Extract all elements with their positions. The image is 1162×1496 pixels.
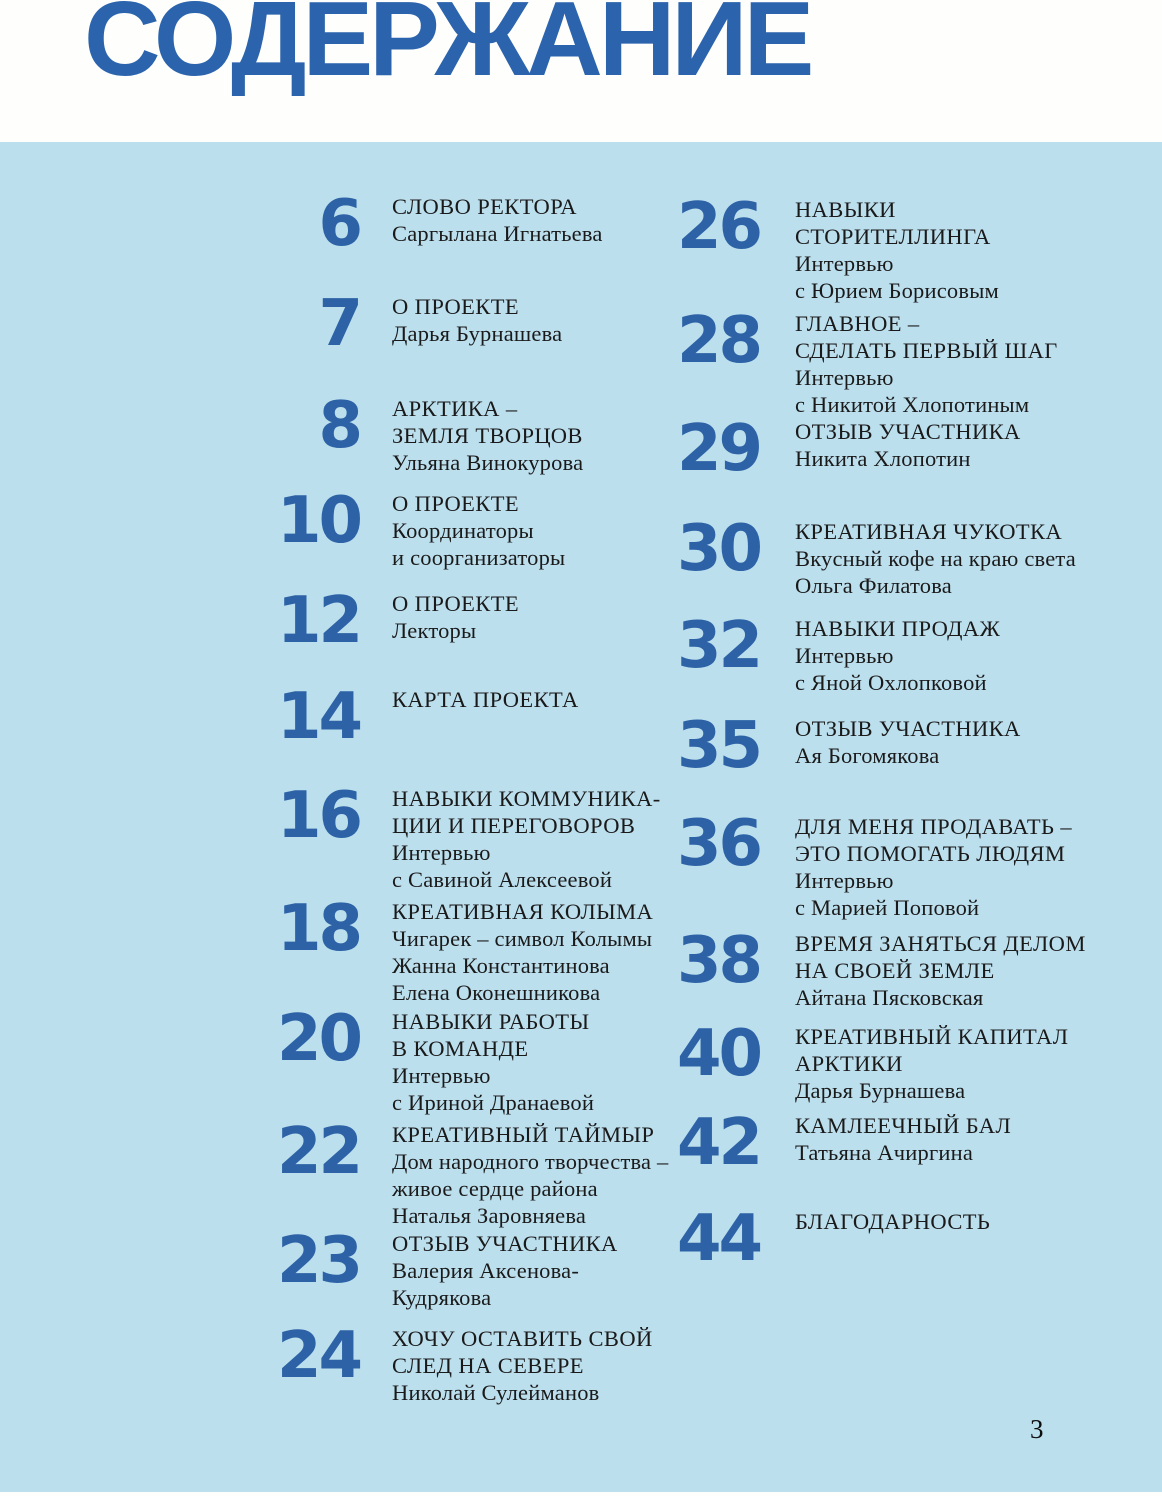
entry-subtitle-line: с Никитой Хлопотиным xyxy=(795,392,1030,417)
contents-title: СОДЕРЖАНИЕ xyxy=(84,0,811,98)
entry-title-line: КРЕАТИВНАЯ КОЛЫМА xyxy=(392,899,654,924)
entry-title-line: СДЕЛАТЬ ПЕРВЫЙ ШАГ xyxy=(795,338,1058,363)
entry-title-line: КАМЛЕЕЧНЫЙ БАЛ xyxy=(795,1113,1012,1138)
entry-subtitle-line: Жанна Константинова xyxy=(392,953,610,978)
entry-subtitle-line: Дом народного творчества – xyxy=(392,1149,669,1174)
entry-page-number: 30 xyxy=(676,512,760,586)
entry-page-number: 18 xyxy=(276,892,360,966)
entry-subtitle-line: Интервью xyxy=(795,365,894,390)
entry-subtitle-line: Ольга Филатова xyxy=(795,573,952,598)
entry-text xyxy=(795,518,1076,599)
entry-title-line: АРКТИКИ xyxy=(795,1051,903,1076)
entry-title-line: О ПРОЕКТЕ xyxy=(392,591,519,616)
entry-title-line: СТОРИТЕЛЛИНГА xyxy=(795,224,991,249)
entry-page-number: 32 xyxy=(676,609,760,683)
entry-title-line: ЭТО ПОМОГАТЬ ЛЮДЯМ xyxy=(795,841,1066,866)
entry-subtitle-line: Валерия Аксенова- xyxy=(392,1258,580,1283)
entry-title-line: ГЛАВНОЕ – xyxy=(795,311,920,336)
entry-title-line: АРКТИКА – xyxy=(392,396,518,421)
entry-title-line: ОТЗЫВ УЧАСТНИКА xyxy=(795,716,1021,741)
entry-subtitle-line: Дарья Бурнашева xyxy=(795,1078,966,1103)
entry-page-number: 38 xyxy=(676,924,760,998)
entry-subtitle-line: Николай Сулейманов xyxy=(392,1380,600,1405)
entry-subtitle-line: Айтана Пясковская xyxy=(795,985,984,1010)
entry-title-line: ДЛЯ МЕНЯ ПРОДАВАТЬ – xyxy=(795,814,1073,839)
entry-subtitle-line: Никита Хлопотин xyxy=(795,446,971,471)
entry-subtitle-line: с Савиной Алексеевой xyxy=(392,867,613,892)
entry-subtitle-line: Саргылана Игнатьева xyxy=(392,221,603,246)
entry-subtitle-line: Вкусный кофе на краю света xyxy=(795,546,1076,571)
entry-subtitle-line: с Юрием Борисовым xyxy=(795,278,999,303)
entry-subtitle-line: живое сердце района xyxy=(392,1176,598,1201)
entry-page-number: 28 xyxy=(676,304,760,378)
entry-title-line: НАВЫКИ РАБОТЫ xyxy=(392,1009,590,1034)
entry-subtitle-line: Интервью xyxy=(795,643,894,668)
entry-subtitle-line: Елена Оконешникова xyxy=(392,980,601,1005)
entry-text xyxy=(795,813,1072,921)
entry-title-line: В КОМАНДЕ xyxy=(392,1036,529,1061)
entry-title-line: ОТЗЫВ УЧАСТНИКА xyxy=(392,1231,618,1256)
entry-subtitle-line: Татьяна Ачиргина xyxy=(795,1140,974,1165)
entry-page-number: 22 xyxy=(276,1115,360,1189)
entry-page-number: 23 xyxy=(276,1224,360,1298)
entry-page-number: 26 xyxy=(676,190,760,264)
entry-text xyxy=(795,196,999,304)
entry-text xyxy=(795,715,1021,769)
entry-page-number: 16 xyxy=(276,779,360,853)
entry-text xyxy=(795,1023,1068,1104)
entry-subtitle-line: Интервью xyxy=(392,840,491,865)
entry-page-number: 7 xyxy=(318,287,360,361)
entry-subtitle-line: с Ириной Дранаевой xyxy=(392,1090,595,1115)
entry-subtitle-line: Интервью xyxy=(795,868,894,893)
entry-title-line: СЛЕД НА СЕВЕРЕ xyxy=(392,1353,584,1378)
entry-title-line: ЦИИ И ПЕРЕГОВОРОВ xyxy=(392,813,636,838)
entry-page-number: 12 xyxy=(276,584,360,658)
entry-page-number: 6 xyxy=(318,187,360,261)
entry-subtitle-line: Дарья Бурнашева xyxy=(392,321,563,346)
entry-page-number: 10 xyxy=(276,484,360,558)
entry-title-line: ХОЧУ ОСТАВИТЬ СВОЙ xyxy=(392,1326,653,1351)
entry-subtitle-line: Ая Богомякова xyxy=(795,743,940,768)
entry-subtitle-line: с Марией Поповой xyxy=(795,895,980,920)
entry-page-number: 42 xyxy=(676,1106,760,1180)
entry-page-number: 8 xyxy=(318,389,360,463)
entry-subtitle-line: Наталья Заровняева xyxy=(392,1203,587,1228)
entry-title-line: ВРЕМЯ ЗАНЯТЬСЯ ДЕЛОМ xyxy=(795,931,1086,956)
entry-title-line: СЛОВО РЕКТОРА xyxy=(392,194,577,219)
entry-title-line: О ПРОЕКТЕ xyxy=(392,294,519,319)
entry-title-line: НА СВОЕЙ ЗЕМЛЕ xyxy=(795,958,995,983)
entry-page-number: 20 xyxy=(276,1002,360,1076)
entry-subtitle-line: с Яной Охлопковой xyxy=(795,670,987,695)
entry-subtitle-line: Ульяна Винокурова xyxy=(392,450,584,475)
entry-text xyxy=(795,310,1058,418)
entry-page-number: 36 xyxy=(676,807,760,881)
entry-title-line: КРЕАТИВНЫЙ КАПИТАЛ xyxy=(795,1024,1069,1049)
entry-subtitle-line: и соорганизаторы xyxy=(392,545,566,570)
entry-title-line: ЗЕМЛЯ ТВОРЦОВ xyxy=(392,423,583,448)
entry-text xyxy=(795,1112,1011,1166)
entry-title-line: КРЕАТИВНАЯ ЧУКОТКА xyxy=(795,519,1063,544)
entry-page-number: 24 xyxy=(276,1319,360,1393)
entry-text xyxy=(795,615,1000,696)
entry-title-line: БЛАГОДАРНОСТЬ xyxy=(795,1209,991,1234)
entry-subtitle-line: Кудрякова xyxy=(392,1285,492,1310)
entry-subtitle-line: Интервью xyxy=(795,251,894,276)
entry-title-line: НАВЫКИ КОММУНИКА- xyxy=(392,786,661,811)
entry-subtitle-line: Координаторы xyxy=(392,518,534,543)
entry-subtitle-line: Чигарек – символ Колымы xyxy=(392,926,653,951)
entry-page-number: 14 xyxy=(276,680,360,754)
entry-page-number: 29 xyxy=(676,412,760,486)
entry-title-line: ОТЗЫВ УЧАСТНИКА xyxy=(795,419,1021,444)
entry-text xyxy=(795,930,1086,1011)
entry-title-line: НАВЫКИ xyxy=(795,197,896,222)
entry-subtitle-line: Лекторы xyxy=(392,618,477,643)
entry-page-number: 35 xyxy=(676,709,760,783)
entry-title-line: КАРТА ПРОЕКТА xyxy=(392,687,579,712)
entry-title-line: НАВЫКИ ПРОДАЖ xyxy=(795,616,1001,641)
entry-title-line: КРЕАТИВНЫЙ ТАЙМЫР xyxy=(392,1122,655,1147)
folio-page-number: 3 xyxy=(1030,1414,1044,1444)
entry-text xyxy=(795,1208,990,1235)
entry-page-number: 40 xyxy=(676,1017,760,1091)
entry-page-number: 44 xyxy=(676,1202,760,1276)
entry-subtitle-line: Интервью xyxy=(392,1063,491,1088)
entry-text xyxy=(795,418,1021,472)
entry-title-line: О ПРОЕКТЕ xyxy=(392,491,519,516)
